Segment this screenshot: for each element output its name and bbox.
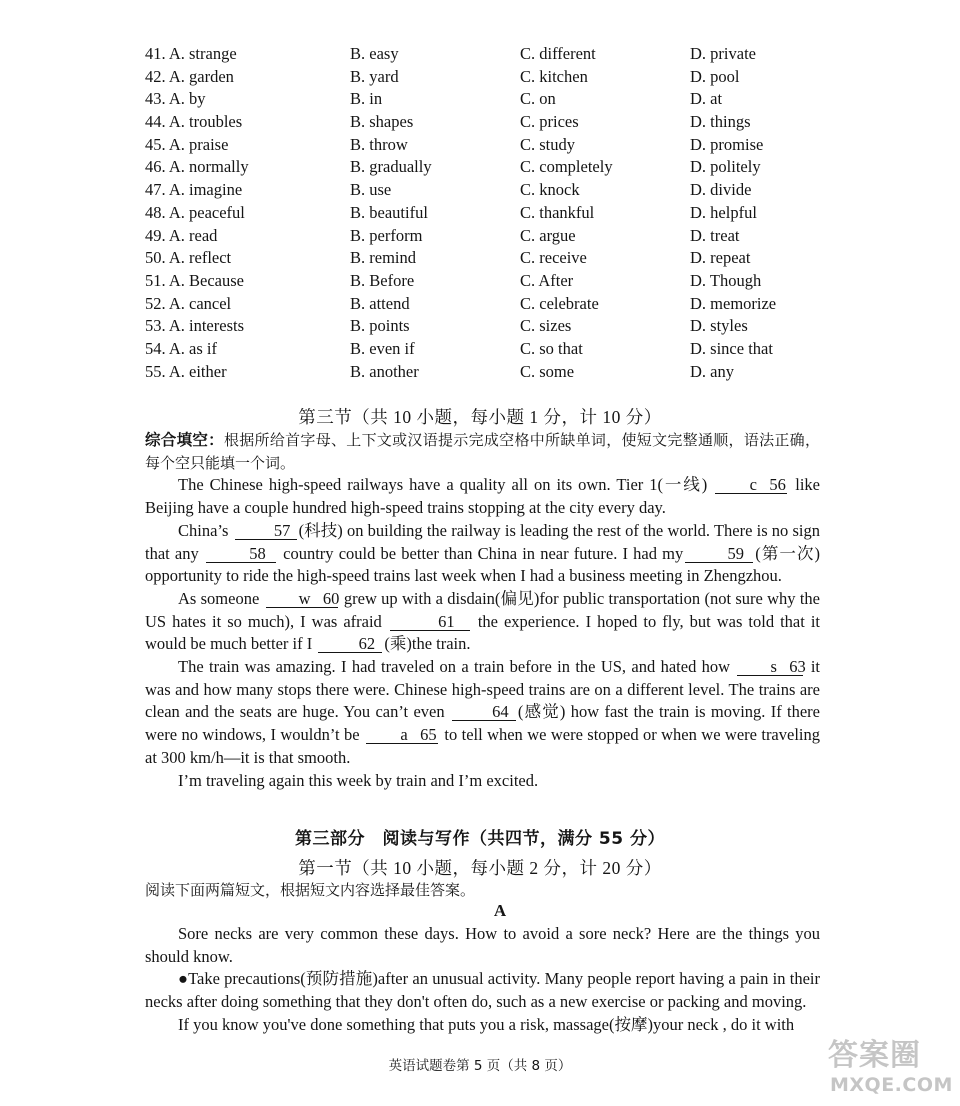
option-d: D. politely (690, 157, 761, 177)
option-b: B. another (350, 361, 419, 381)
cloze-paragraph-5: I’m traveling again this week by train and I’m excited. (178, 770, 539, 790)
option-b: B. Before (350, 270, 415, 290)
cloze-paragraph-3: As someone w 60 grew up with a disdain(偏见)for public transportation (not sure why the US hates it so much), I was afraid 61 the experience. I hoped to fly, but was told that it would be much better if I 62 (乘)the train. (145, 588, 820, 654)
blank-57[interactable]: 57 (235, 522, 297, 540)
option-d: D. private (690, 44, 756, 63)
option-a: 50. A. reflect (145, 248, 232, 268)
option-a: 51. A. Because (145, 270, 244, 290)
cloze-paragraph-2: China’s 57 (科技) on building the railway is leading the rest of the world. There is no sign that any 58 country could be better than China in near future. I had my 59 (第一次) opportunity to ride the high-speed trains last week when I had a business meeting in Zhengzhou. (145, 520, 820, 586)
option-d: D. at (690, 89, 723, 109)
option-a: 43. A. by (145, 89, 206, 109)
option-d: D. treat (690, 225, 740, 245)
option-c: C. argue (520, 225, 576, 245)
passage-paragraph-3: If you know you've done something that puts you a risk, massage(按摩)your neck , do it with (178, 1014, 795, 1034)
blank-58[interactable]: 58 (206, 545, 276, 563)
option-d: D. repeat (690, 248, 751, 268)
option-b: B. beautiful (350, 202, 428, 222)
option-a: 46. A. normally (145, 157, 249, 177)
option-b: B. in (350, 89, 383, 109)
option-c: C. thankful (520, 202, 595, 222)
option-d: D. since that (690, 338, 773, 358)
watermark-cn: 答案圈 (828, 1038, 921, 1073)
option-b: B. throw (350, 134, 408, 154)
cloze-paragraph-4: The train was amazing. I had traveled on a train before in the US, and hated how s 63 it was and how many stops there were. Chinese high-speed trains are on a different level. The trains are clean and the seats are huge. You can’t even 64 (感觉) how fast the train is moving. If there were no windows, I wouldn’t be a 65 to tell when we were stopped or when we were traveling at 300 km/h—it is that smooth. (145, 657, 821, 767)
section3-body (145, 429, 820, 792)
option-c: C. different (520, 44, 596, 63)
option-a: 45. A. praise (145, 134, 229, 154)
option-b: B. perform (350, 225, 423, 245)
option-c: C. celebrate (520, 293, 599, 313)
option-d: D. things (690, 112, 751, 132)
option-a: 48. A. peaceful (145, 202, 245, 222)
option-c: C. completely (520, 157, 613, 177)
option-a: 49. A. read (145, 225, 218, 245)
option-d: D. styles (690, 316, 748, 336)
option-b: B. attend (350, 293, 410, 313)
passage-letter: A (493, 901, 507, 920)
reading-instruction: 阅读下面两篇短文，根据短文内容选择最佳答案。 (145, 881, 476, 899)
option-a: 53. A. interests (145, 316, 244, 336)
option-c: C. After (520, 270, 574, 290)
option-b: B. use (350, 180, 392, 200)
option-a: 44. A. troubles (145, 112, 243, 132)
option-c: C. prices (520, 112, 579, 132)
blank-65[interactable]: a 65 (366, 726, 438, 744)
blank-61[interactable]: 61 (390, 613, 470, 631)
option-d: D. memorize (690, 293, 777, 313)
cloze-paragraph-1: The Chinese high-speed railways have a quality all on its own. Tier 1(一线) c 56 like Beijing have a couple hundred high-speed trains stopping at the city every day. (145, 475, 820, 518)
reading-instruction-block (145, 879, 820, 902)
option-b: B. remind (350, 248, 416, 268)
option-c: C. kitchen (520, 66, 588, 86)
watermark-logo (828, 1030, 956, 1100)
option-b: B. easy (350, 44, 399, 63)
option-a: 42. A. garden (145, 66, 234, 86)
option-a: 52. A. cancel (145, 293, 232, 313)
blank-63[interactable]: s 63 (737, 658, 803, 676)
watermark-en: MXQE.COM (830, 1074, 953, 1096)
blank-56[interactable]: c 56 (715, 476, 787, 494)
option-b: B. even if (350, 338, 415, 358)
option-a: 41. A. strange (145, 44, 237, 63)
option-c: C. on (520, 89, 556, 109)
blank-59[interactable]: 59 (685, 545, 753, 563)
instruction (145, 429, 820, 474)
option-d: D. any (690, 361, 734, 381)
passage-paragraph-2: ●Take precautions(预防措施)after an unusual activity. Many people report having a pain in their necks after doing something that they don't often do, such as a new exercise or packing and moving. (145, 969, 820, 1012)
blank-60[interactable]: w 60 (266, 590, 338, 608)
option-c: C. some (520, 361, 575, 381)
option-c: C. sizes (520, 316, 572, 336)
option-b: B. yard (350, 66, 399, 86)
part3-title: 第三部分 阅读与写作（共四节，满分 55 分） (295, 829, 665, 849)
section3-title: 第三节（共 10 小题，每小题 1 分，计 10 分） (298, 407, 662, 427)
part3-section1-title: 第一节（共 10 小题，每小题 2 分，计 20 分） (298, 858, 662, 878)
option-d: D. Though (690, 270, 762, 290)
option-a: 47. A. imagine (145, 180, 243, 200)
option-c: C. knock (520, 180, 580, 200)
option-a: 54. A. as if (145, 338, 217, 358)
option-b: B. points (350, 316, 410, 336)
option-b: B. shapes (350, 112, 414, 132)
option-c: C. study (520, 134, 576, 154)
passage-paragraph-1: Sore necks are very common these days. How to avoid a sore neck? Here are the things you should know. (145, 924, 820, 966)
option-b: B. gradually (350, 157, 432, 177)
passage-a-body (145, 923, 820, 1037)
option-d: D. helpful (690, 202, 757, 222)
option-c: C. receive (520, 248, 587, 268)
page-footer: 英语试题卷第 5 页（共 8 页） (388, 1058, 572, 1074)
option-d: D. promise (690, 134, 764, 154)
instruction-label: 综合填空： (145, 431, 224, 449)
option-d: D. divide (690, 180, 752, 200)
option-c: C. so that (520, 338, 583, 358)
option-d: D. pool (690, 66, 740, 86)
blank-62[interactable]: 62 (318, 635, 382, 653)
option-a: 55. A. either (145, 361, 227, 381)
instruction-text: 根据所给首字母、上下文或汉语提示完成空格中所缺单词，使短文完整通顺，语法正确，每个空只能填一个词。 (145, 431, 820, 472)
blank-64[interactable]: 64 (452, 703, 516, 721)
